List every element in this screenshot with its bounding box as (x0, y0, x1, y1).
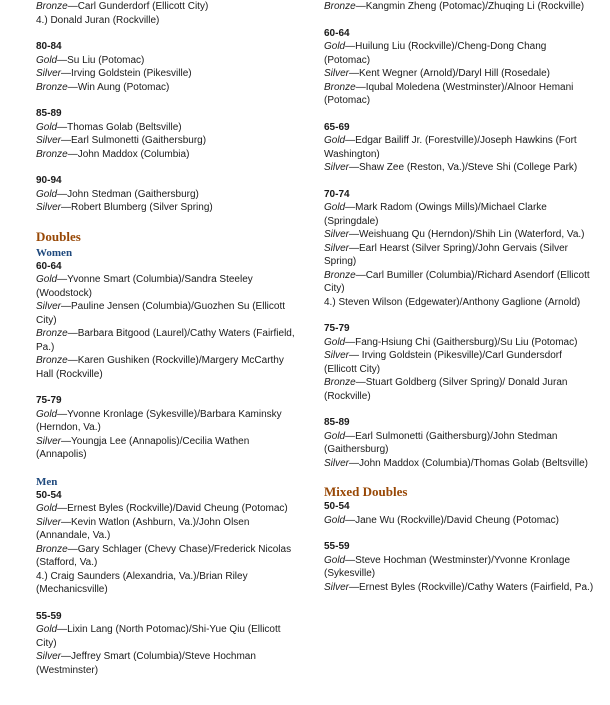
singles-results (36, 40, 298, 215)
age-group (36, 489, 298, 597)
age-group (324, 27, 594, 108)
medal-label: Bronze (36, 81, 68, 93)
age-group (324, 121, 594, 175)
winner-names: —Ernest Byles (Rockville)/Cathy Waters (Fairfield, Pa.) (349, 581, 594, 593)
result-entry (324, 0, 594, 14)
medal-label: Bronze (324, 81, 356, 93)
medal-label: Silver (36, 68, 62, 79)
age-group (36, 394, 298, 462)
medal-label: Bronze (324, 269, 356, 281)
medal-label: Silver (324, 350, 350, 361)
winner-names: —Pauline Jensen (Columbia)/Guozhen Su (Ellicott City) (36, 301, 286, 326)
winner-names: —Earl Sulmonetti (Gaithersburg) (61, 135, 207, 146)
result-entry (36, 54, 298, 68)
result-entry (36, 67, 298, 81)
winner-names: —Lixin Lang (North Potomac)/Shi-Yue Qiu (Ellicott City) (36, 624, 281, 649)
age-group (324, 322, 594, 403)
winner-names: —Karen Gushiken (Rockville)/Margery McCarthy Hall (Rockville) (36, 355, 284, 380)
age-group (36, 174, 298, 215)
medal-label: Silver (324, 242, 350, 254)
result-entry (36, 0, 298, 14)
result-entry (324, 554, 594, 581)
medal-label: Gold (324, 336, 346, 348)
men-doubles-results-continued (324, 27, 594, 471)
medal-label: Silver (36, 651, 62, 662)
winner-names: — Irving Goldstein (Pikesville)/Carl Gundersdorf (Ellicott City) (324, 350, 562, 375)
age-group (36, 610, 298, 678)
winner-names: —Barbara Bitgood (Laurel)/Cathy Waters (Fairfield, Pa.) (36, 328, 295, 353)
result-entry (324, 349, 594, 376)
medal-label: Silver (324, 457, 350, 469)
result-entry (324, 430, 594, 457)
winner-names: —Earl Sulmonetti (Gaithersburg)/John Stedman (Gaithersburg) (324, 430, 558, 455)
result-entry (324, 228, 594, 242)
winner-names: —Iqubal Moledena (Westminster)/Alnoor Hemani (Potomac) (324, 81, 574, 106)
result-entry (324, 134, 594, 161)
result-entry (324, 376, 594, 403)
doubles-heading: Doubles (36, 228, 81, 244)
winner-names: —Carl Gunderdorf (Ellicott City) (67, 1, 209, 12)
medal-label: Gold (36, 408, 58, 420)
result-entry (36, 134, 298, 148)
result-entry (324, 201, 594, 228)
result-entry (36, 273, 298, 300)
winner-names: —Irving Goldstein (Pikesville) (61, 68, 192, 79)
women-doubles-results (36, 260, 298, 462)
result-entry (324, 581, 594, 595)
result-entry (36, 327, 298, 354)
age-group (36, 40, 298, 94)
age-group-label: 80-84 (36, 41, 62, 52)
winner-names: —Yvonne Smart (Columbia)/Sandra Steeley (Woodstock) (36, 274, 253, 299)
winner-names: —Huilung Liu (Rockville)/Cheng-Dong Chang (Potomac) (324, 41, 547, 66)
medal-label: Bronze (36, 543, 68, 555)
result-entry (36, 14, 298, 28)
winner-names: —Edgar Bailiff Jr. (Forestville)/Joseph Hawkins (Fort Washington) (324, 135, 577, 160)
age-group-label: 60-64 (324, 27, 350, 39)
result-entry (36, 623, 298, 650)
medal-label: Silver (324, 581, 350, 593)
medal-label: Gold (324, 430, 346, 442)
winner-names: —Shaw Zee (Reston, Va.)/Steve Shi (College Park) (349, 162, 578, 173)
medal-label: Silver (36, 135, 62, 146)
age-group-label: 75-79 (36, 395, 62, 406)
medal-label: Silver (324, 68, 350, 79)
age-group-label: 60-64 (36, 260, 62, 272)
winner-names: —John Stedman (Gaithersburg) (57, 188, 199, 200)
winner-names: —Yvonne Kronlage (Sykesville)/Barbara Kaminsky (Herndon, Va.) (36, 408, 282, 433)
medal-label: Gold (324, 202, 346, 213)
result-entry (36, 543, 298, 570)
age-group (36, 107, 298, 161)
medal-label: Bronze (324, 1, 356, 12)
result-entry (324, 514, 594, 528)
medal-label: Bronze (36, 148, 68, 160)
winner-names: —Kent Wegner (Arnold)/Daryl Hill (Rosedale) (349, 68, 551, 79)
men-subheading: Men (36, 475, 58, 488)
medal-label: Silver (324, 162, 350, 173)
result-entry (324, 81, 594, 108)
medal-label: Gold (36, 624, 58, 635)
result-entry (324, 336, 594, 350)
mixed-doubles-results (324, 500, 594, 594)
medal-label: Bronze (36, 328, 68, 339)
medal-label: Silver (36, 301, 62, 312)
carryover-entries (36, 0, 298, 27)
age-group-label: 75-79 (324, 323, 350, 334)
mixed-doubles-heading: Mixed Doubles (324, 484, 408, 499)
result-entry (324, 40, 594, 67)
winner-names: —Gary Schlager (Chevy Chase)/Frederick Nicolas (Stafford, Va.) (36, 543, 292, 568)
winner-names: —John Maddox (Columbia) (67, 148, 190, 160)
medal-label: Gold (36, 274, 58, 285)
winner-names: 4.) Craig Saunders (Alexandria, Va.)/Brian Riley (Mechanicsville) (36, 570, 248, 595)
winner-names: —Kangmin Zheng (Potomac)/Zhuqing Li (Rockville) (355, 1, 585, 12)
age-group-label: 85-89 (324, 417, 350, 428)
winner-names: —Ernest Byles (Rockville)/David Cheung (Potomac) (57, 503, 288, 514)
result-entry (36, 435, 298, 462)
winner-names: 4.) Steven Wilson (Edgewater)/Anthony Gaglione (Arnold) (324, 296, 581, 308)
age-group-label: 55-59 (324, 541, 350, 552)
right-column (324, 0, 594, 594)
medal-label: Gold (36, 54, 58, 66)
result-entry (324, 67, 594, 81)
result-entry (324, 457, 594, 471)
age-group (36, 260, 298, 382)
winner-names: —Mark Radom (Owings Mills)/Michael Clarke (Springdale) (324, 202, 547, 227)
carryover-entries (324, 0, 594, 14)
winner-names: —Robert Blumberg (Silver Spring) (61, 202, 213, 213)
result-entry (324, 242, 594, 269)
medal-label: Gold (36, 503, 58, 514)
result-entry (36, 300, 298, 327)
medal-label: Silver (324, 229, 350, 240)
winner-names: —John Maddox (Columbia)/Thomas Golab (Beltsville) (349, 457, 588, 469)
result-entry (324, 161, 594, 175)
medal-label: Gold (324, 554, 346, 566)
winner-names: —Jeffrey Smart (Columbia)/Steve Hochman (Westminster) (36, 651, 256, 676)
result-entry (36, 502, 298, 516)
medal-label: Bronze (324, 377, 356, 388)
result-entry (324, 296, 594, 310)
result-entry (36, 570, 298, 597)
result-entry (36, 354, 298, 381)
winner-names: 4.) Donald Juran (Rockville) (36, 14, 160, 26)
winner-names: —Jane Wu (Rockville)/David Cheung (Potomac) (345, 514, 559, 526)
medal-label: Gold (324, 135, 346, 146)
age-group (324, 540, 594, 594)
age-group-label: 50-54 (324, 501, 350, 512)
left-column (36, 0, 298, 677)
medal-label: Silver (36, 516, 62, 528)
winner-names: —Fang-Hsiung Chi (Gaithersburg)/Su Liu (Potomac) (345, 336, 578, 348)
medal-label: Bronze (36, 1, 68, 12)
winner-names: —Thomas Golab (Beltsville) (57, 121, 182, 133)
medal-label: Bronze (36, 355, 68, 366)
result-entry (36, 148, 298, 162)
winner-names: —Su Liu (Potomac) (57, 54, 145, 66)
result-entry (36, 201, 298, 215)
medal-label: Gold (324, 514, 346, 526)
medal-label: Gold (36, 188, 58, 200)
age-group-label: 85-89 (36, 108, 62, 119)
winner-names: —Weishuang Qu (Herndon)/Shih Lin (Waterford, Va.) (349, 229, 585, 240)
winner-names: —Steve Hochman (Westminster)/Yvonne Kronlage (Sykesville) (324, 554, 571, 579)
winner-names: —Kevin Watlon (Ashburn, Va.)/John Olsen (Annandale, Va.) (36, 516, 250, 541)
medal-label: Gold (324, 41, 346, 52)
result-entry (36, 650, 298, 677)
medal-label: Silver (36, 435, 62, 447)
men-doubles-results (36, 489, 298, 678)
winner-names: —Carl Bumiller (Columbia)/Richard Asendorf (Ellicott City) (324, 269, 590, 294)
result-entry (36, 408, 298, 435)
result-entry (36, 81, 298, 95)
winner-names: —Stuart Goldberg (Silver Spring)/ Donald Juran (Rockville) (324, 377, 568, 402)
age-group-label: 50-54 (36, 489, 62, 501)
result-entry (36, 188, 298, 202)
age-group-label: 70-74 (324, 188, 350, 200)
medal-label: Gold (36, 121, 58, 133)
age-group (324, 188, 594, 310)
age-group-label: 65-69 (324, 121, 350, 133)
result-entry (36, 121, 298, 135)
women-subheading: Women (36, 246, 73, 259)
age-group-label: 55-59 (36, 610, 62, 622)
age-group (324, 500, 594, 527)
age-group-label: 90-94 (36, 175, 62, 186)
result-entry (36, 516, 298, 543)
result-entry (324, 269, 594, 296)
winner-names: —Youngja Lee (Annapolis)/Cecilia Wathen (Annapolis) (36, 435, 250, 460)
age-group (324, 416, 594, 470)
medal-label: Silver (36, 202, 62, 213)
winner-names: —Win Aung (Potomac) (67, 81, 170, 93)
winner-names: —Earl Hearst (Silver Spring)/John Gervais (Silver Spring) (324, 242, 568, 267)
